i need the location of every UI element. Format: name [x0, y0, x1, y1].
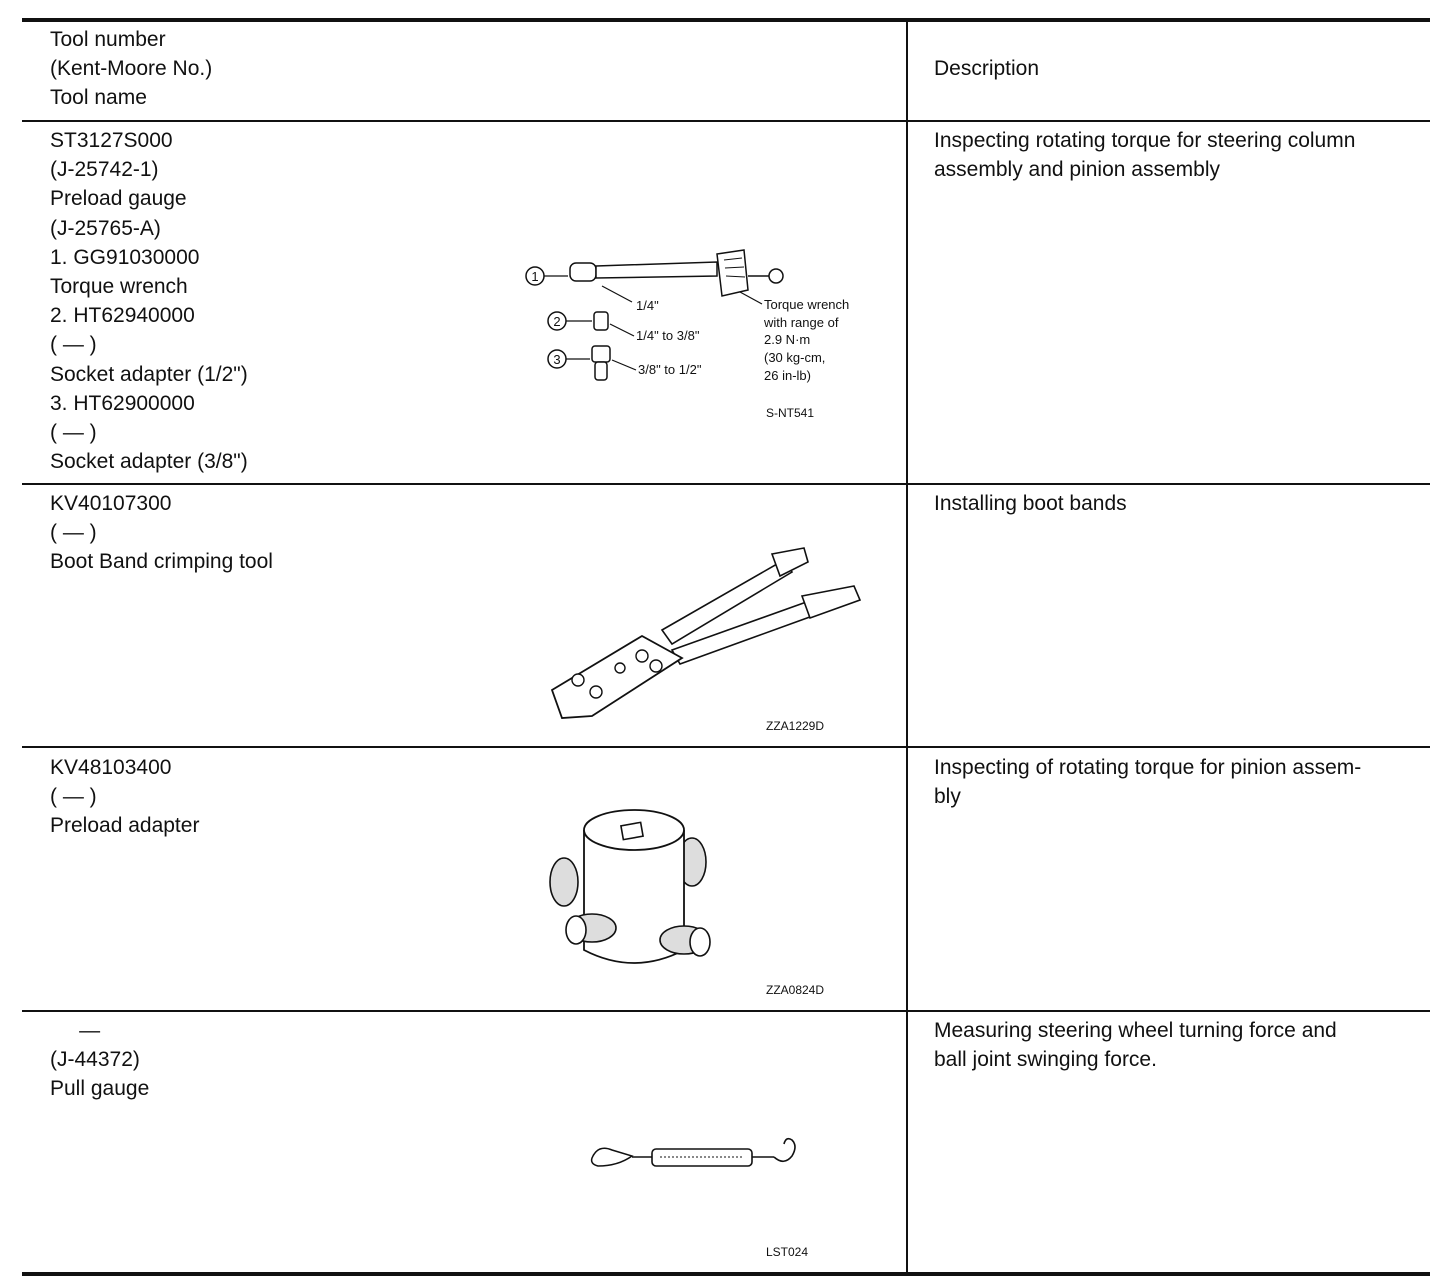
tool-line: (J-44372) — [50, 1048, 140, 1072]
header-description-column — [934, 54, 1414, 83]
wrench-head — [570, 263, 596, 281]
tool-line: Preload adapter — [50, 814, 200, 838]
gauge-loop — [592, 1148, 632, 1166]
table-top-rule — [22, 18, 1430, 22]
tool-line: ( — ) — [50, 521, 97, 545]
tool-line: KV40107300 — [50, 492, 172, 515]
row-4-description — [934, 1016, 1414, 1074]
note-line: 2.9 N·m — [764, 332, 811, 347]
table-bottom-rule — [22, 1272, 1430, 1276]
header-tool-number: Tool number — [50, 28, 166, 51]
tool-line: Torque wrench — [50, 275, 188, 299]
tool-line: 1. GG91030000 — [50, 245, 200, 269]
description-line: assembly and pinion assembly — [934, 158, 1220, 182]
socket-adapter-small — [594, 312, 608, 330]
tool-line: ( — ) — [50, 785, 97, 809]
row-4-tool-info — [50, 1016, 490, 1104]
tool-line: (J-25765-A) — [50, 216, 161, 240]
tool-line: Preload gauge — [50, 187, 187, 211]
note-line: 26 in-lb) — [764, 368, 811, 383]
header-divider — [22, 120, 1430, 122]
note-line: (30 kg-cm, — [764, 350, 826, 365]
figure-code: ZZA0824D — [766, 983, 825, 997]
figure-code: ZZA1229D — [766, 719, 825, 733]
lower-handle — [672, 600, 818, 664]
row-divider — [22, 1010, 1430, 1012]
row-1-tool-info — [50, 126, 490, 476]
note-line: Torque wrench — [764, 297, 850, 312]
tool-line: ( — ) — [50, 333, 97, 357]
wrench-dial — [717, 250, 748, 296]
description-line: Inspecting rotating torque for steering column — [934, 129, 1356, 152]
callout-1-label: 1 — [531, 269, 539, 284]
tool-line: Pull gauge — [50, 1077, 150, 1101]
description-line: Inspecting of rotating torque for pinion assem- — [934, 756, 1362, 779]
tool-line: 2. HT62940000 — [50, 304, 195, 328]
description-line: ball joint swinging force. — [934, 1048, 1157, 1072]
socket-adapter-large — [592, 346, 610, 362]
description-line: bly — [934, 785, 961, 809]
row-2-tool-info — [50, 489, 490, 577]
wrench-knob — [769, 269, 783, 283]
row-1-description — [934, 126, 1414, 184]
pull-gauge-figure — [588, 1136, 828, 1266]
tool-line: 3. HT62900000 — [50, 391, 195, 415]
crimping-head — [552, 636, 682, 718]
size-label: 1/4" — [636, 298, 659, 313]
tool-line: ( — ) — [50, 421, 97, 445]
tool-line: Socket adapter (3/8") — [50, 450, 248, 474]
preload-adapter-figure — [528, 800, 858, 1000]
size-label: 1/4" to 3/8" — [636, 328, 700, 343]
tool-line: (J-25742-1) — [50, 158, 159, 182]
description-line: Measuring steering wheel turning force and — [934, 1019, 1337, 1042]
tool-line: Socket adapter (1/2") — [50, 362, 248, 386]
lower-grip — [802, 586, 860, 618]
wrench-beam — [596, 262, 717, 278]
torque-wrench-figure — [512, 240, 872, 430]
figure-code: S-NT541 — [766, 406, 815, 420]
row-divider — [22, 746, 1430, 748]
header-tool-name: Tool name — [50, 86, 147, 110]
callout-2-label: 2 — [553, 314, 561, 329]
row-2-description — [934, 489, 1414, 518]
description-line: Installing boot bands — [934, 492, 1127, 515]
crimping-tool-figure — [522, 540, 862, 740]
tool-line: ST3127S000 — [50, 129, 173, 152]
header-tool-column — [50, 25, 490, 113]
tool-line: KV48103400 — [50, 756, 172, 779]
figure-code: LST024 — [766, 1245, 809, 1259]
header-description: Description — [934, 57, 1040, 80]
tool-table — [22, 0, 1430, 1286]
gauge-hook — [774, 1139, 795, 1162]
header-kent-moore: (Kent-Moore No.) — [50, 57, 213, 81]
knob-left — [550, 858, 578, 906]
tool-line: Boot Band crimping tool — [50, 550, 273, 574]
column-divider — [906, 18, 908, 1276]
size-label: 3/8" to 1/2" — [638, 362, 702, 377]
square-drive-hole — [621, 822, 643, 839]
row-3-tool-info — [50, 753, 490, 841]
note-line: with range of — [764, 315, 839, 330]
row-divider — [22, 483, 1430, 485]
tool-line: — — [50, 1019, 101, 1042]
callout-3-label: 3 — [553, 352, 561, 367]
row-3-description — [934, 753, 1414, 811]
